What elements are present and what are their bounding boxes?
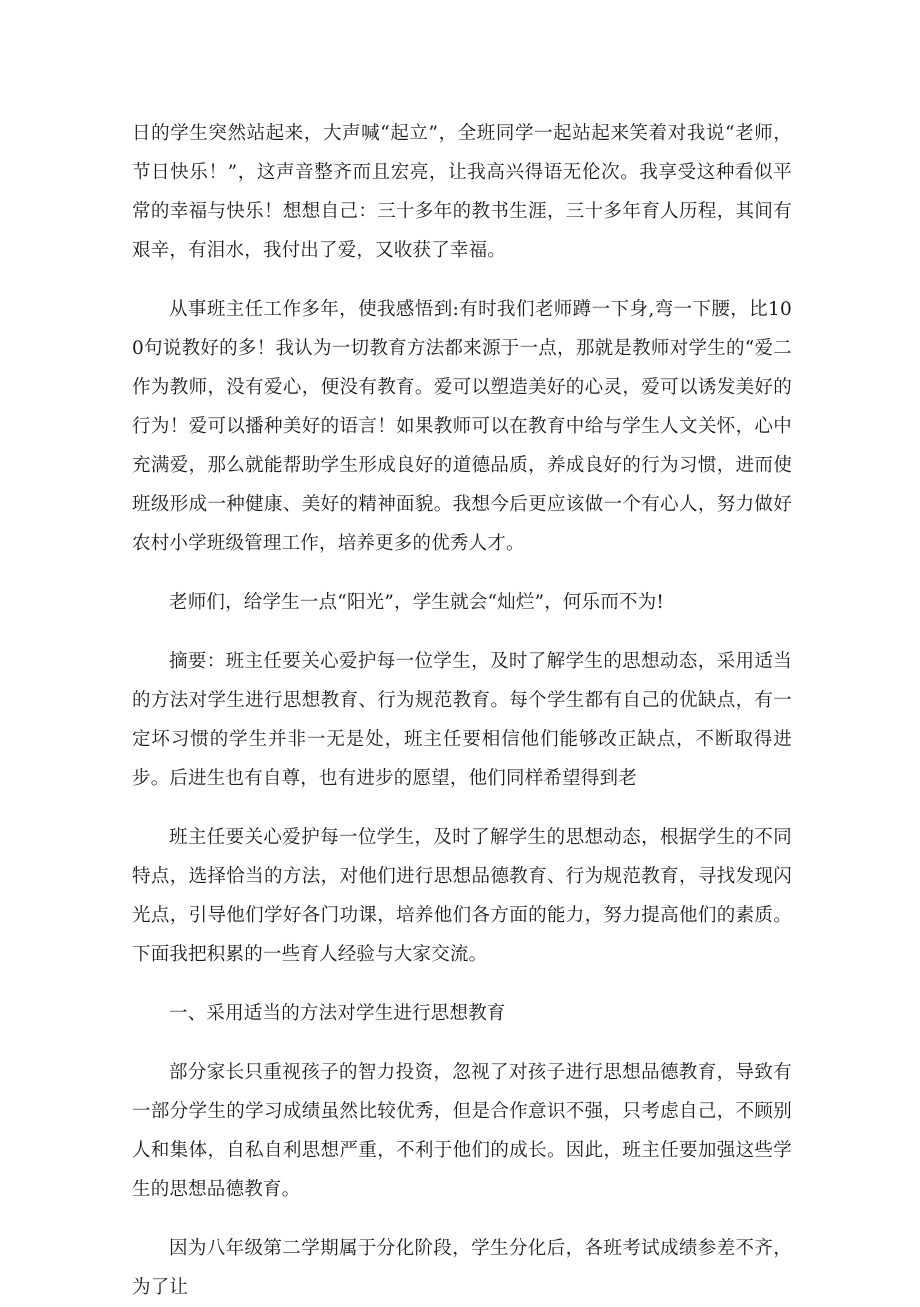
- paragraph-teacher-experience: 从事班主任工作多年，使我感悟到:有时我们老师蹲一下身,弯一下腰，比100句说教好的多！我认为一切教育方法都来源于一点，那就是教师对学生的“爱二作为教师，没有爱心，便没有教育。爱可以塑造美好的心灵，爱可以诱发美好的行为！爱可以播种美好的语言！如果教师可以在教育中给与学生人文关怀，心中充满爱，那么就能帮助学生形成良好的道德品质，养成良好的行为习惯，进而使班级形成一种健康、美好的精神面貌。我想今后更应该做一个有心人，努力做好农村小学班级管理工作，培养更多的优秀人才。: [132, 299, 792, 554]
- paragraph-moral-education: 部分家长只重视孩子的智力投资，忽视了对孩子进行思想品德教育，导致有一部分学生的学习成绩虽然比较优秀，但是合作意识不强，只考虑自己，不顾别人和集体，自私自利思想严重，不利于他们的成长。因此，班主任要加强这些学生的思想品德教育。: [132, 1062, 792, 1200]
- paragraph-intro: 班主任要关心爱护每一位学生，及时了解学生的思想动态，根据学生的不同特点，选择恰当的方法，对他们进行思想品德教育、行为规范教育，寻找发现闪光点，引导他们学好各门功课，培养他们各方面的能力，努力提高他们的素质。下面我把积累的一些育人经验与大家交流。: [132, 827, 792, 965]
- paragraph-grade-eight: 因为八年级第二学期属于分化阶段，学生分化后，各班考试成绩参差不齐，为了让: [132, 1238, 792, 1298]
- paragraph-continued: 日的学生突然站起来，大声喊“起立”，全班同学一起站起来笑着对我说“老师，节日快乐！”，这声音整齐而且宏亮，让我高兴得语无伦次。我享受这种看似平常的幸福与快乐！想想自己：三十多年的教书生涯，三十多年育人历程，其间有艰辛，有泪水，我付出了爱，又收获了幸福。: [132, 123, 792, 261]
- paragraph-abstract: 摘要：班主任要关心爱护每一位学生，及时了解学生的思想动态，采用适当的方法对学生进行思想教育、行为规范教育。每个学生都有自己的优缺点，有一定坏习惯的学生并非一无是处，班主任要相信他们能够改正缺点，不断取得进步。后进生也有自尊，也有进步的愿望，他们同样希望得到老: [132, 651, 792, 789]
- paragraph-sunshine: 老师们，给学生一点“阳光”，学生就会“灿烂”，何乐而不为!: [169, 592, 665, 613]
- section-heading: 一、采用适当的方法对学生进行思想教育: [169, 1003, 506, 1024]
